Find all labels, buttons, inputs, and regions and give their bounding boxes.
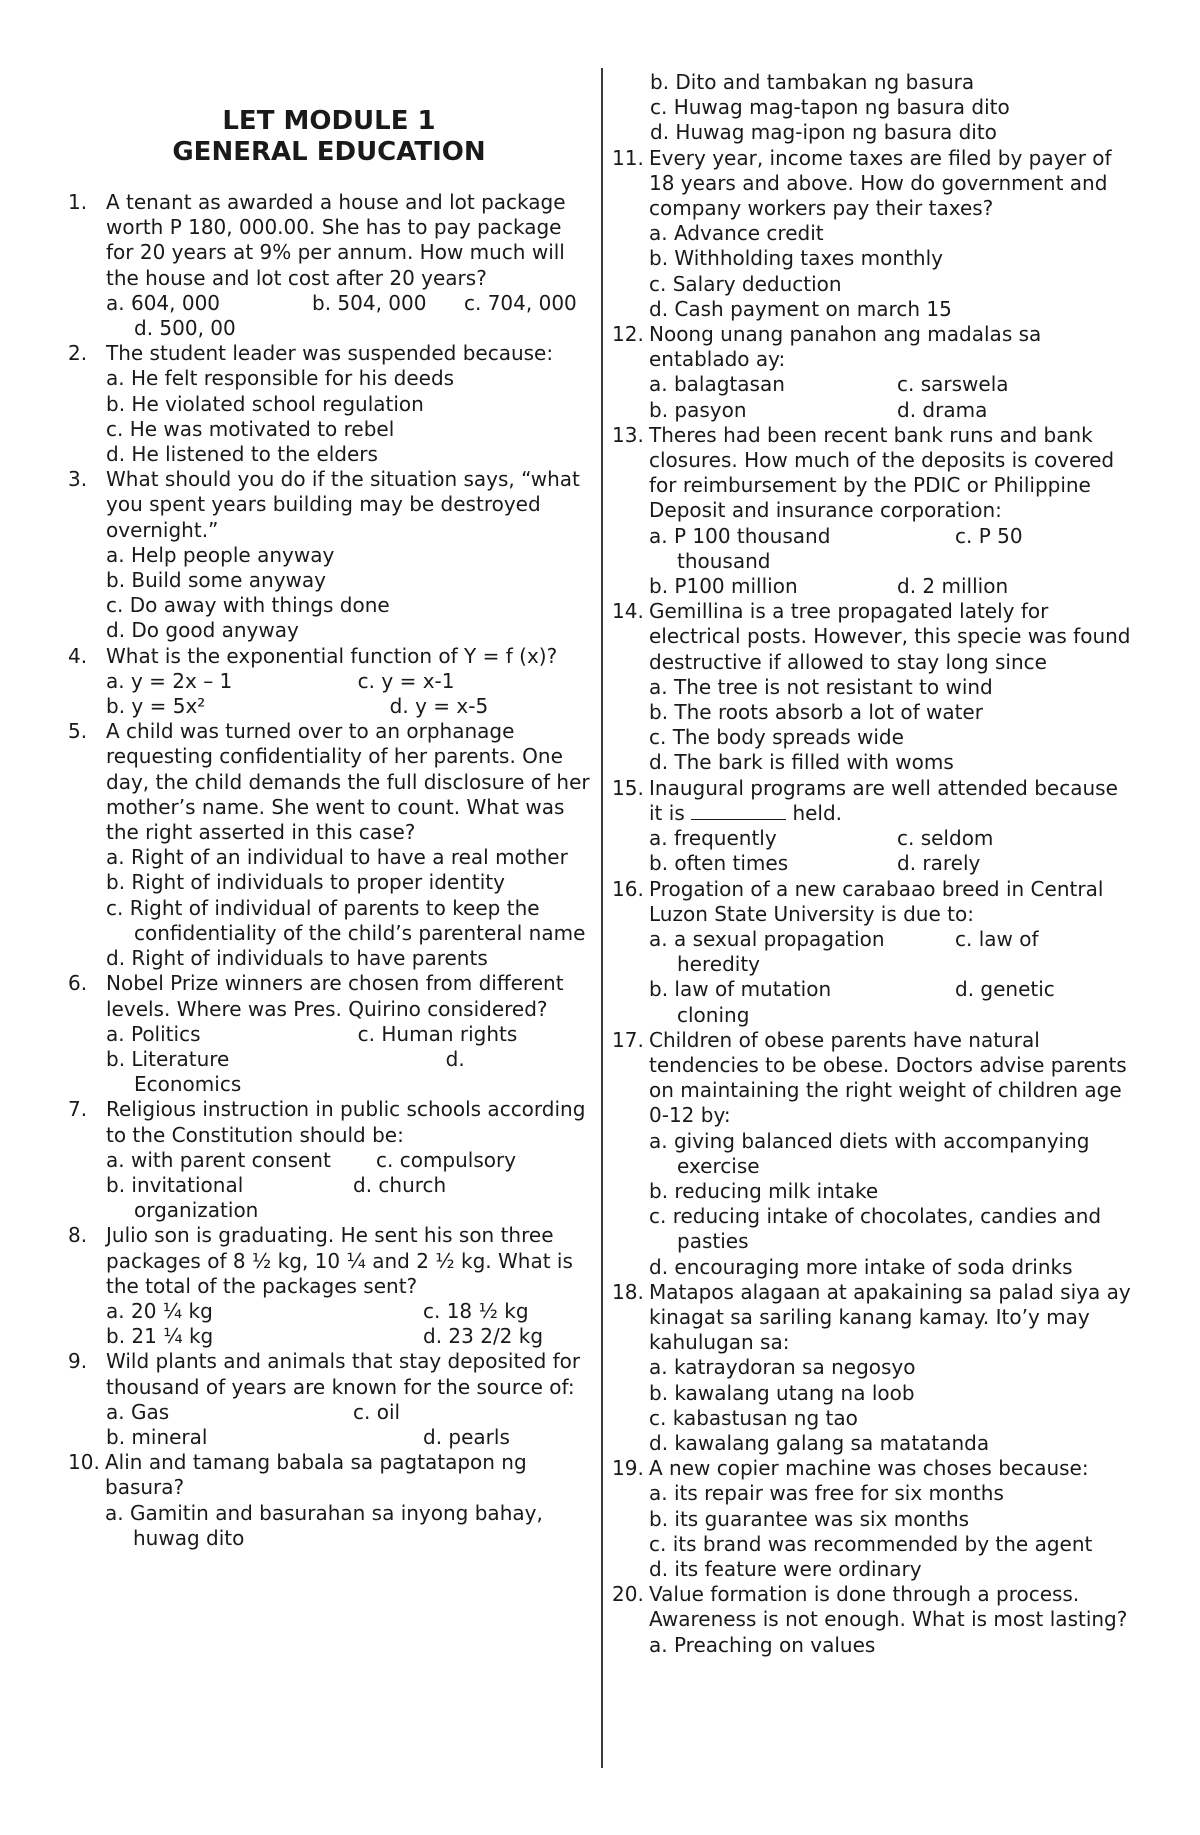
question-text: A child was turned over to an orphanage requesting confidentiality of her parents. One day, the child demands the full disclosure of her mother’s name. She went to count. What was the right asserted in this case? [106,719,590,845]
option-b: b. y = 5x² [106,694,206,719]
option-a: a. Politics [106,1021,201,1046]
question-6 [68,971,590,1097]
question-number: 4. [68,643,88,668]
option-d: d. kawalang galang sa matatanda [649,1430,990,1455]
option-d: d. Cash payment on march 15 [649,296,952,321]
option-d: d. The bark is filled with woms [649,750,954,775]
question-12 [612,322,1134,423]
option-d: d. 23 2/2 kg [423,1324,544,1349]
option-c: c. P 50 [955,523,1023,548]
question-text: Nobel Prize winners are chosen from different levels. Where was Pres. Quirino considered? [106,971,564,1021]
option-d: d. He listened to the elders [106,442,378,467]
option-d: d. Right of individuals to have parents [106,946,488,971]
question-number: 16. [612,876,644,901]
option-d: Economics [134,1072,242,1097]
question-5 [68,719,590,971]
question-15 [612,776,1134,877]
option-c: c. 18 ½ kg [423,1298,529,1323]
question-text: Gemillina is a tree propagated lately for electrical posts. However, this specie was found destructive if allowed to stay long since [649,599,1131,674]
question-number: 12. [612,322,644,347]
option-b: b. Literature [106,1046,230,1071]
option-a: a. Gamitin and basurahan sa inyong bahay, huwag dito [105,1500,543,1550]
option-d-label: d. [445,1046,465,1071]
option-b: b. 21 ¼ kg [106,1324,214,1349]
option-c: c. kabastusan ng tao [649,1405,858,1430]
question-10-continued [612,70,1134,146]
option-c: c. The body spreads wide [649,725,904,750]
option-c: c. oil [353,1399,401,1424]
question-1 [68,190,590,341]
option-b: b. law of mutation [649,977,832,1002]
question-text: Julio son is graduating. He sent his son three packages of 8 ½ kg, 10 ¼ and 2 ½ kg. What is the total of the packages sent? [106,1223,573,1298]
question-4 [68,644,590,720]
option-a: a. Gas [106,1399,170,1424]
question-7 [68,1097,590,1223]
title-line-2: GENERAL EDUCATION [172,137,486,167]
option-a: a. Right of an individual to have a real mother [106,845,568,870]
option-d-prefix: d. church [353,1172,447,1197]
option-c: c. its brand was recommended by the agent [649,1531,1093,1556]
option-a-wrap: thousand [677,548,771,573]
option-c: c. Human rights [357,1021,518,1046]
question-text: Matapos alagaan at apakaining sa palad siya ay kinagat sa sariling kanang kamay. Ito’y may kahulugan sa: [649,1279,1131,1355]
option-b: b. mineral [106,1424,208,1449]
option-d: d. Huwag mag-ipon ng basura dito [650,120,997,145]
option-d: d. rarely [897,851,981,876]
question-9 [68,1349,590,1450]
option-b: b. Build some anyway [106,568,326,593]
option-d: d. its feature were ordinary [649,1556,922,1581]
option-c: c. He was motivated to rebel [106,416,395,441]
question-number: 11. [612,145,644,170]
option-a: a. The tree is not resistant to wind [649,674,993,699]
option-b: b. Dito and tambakan ng basura [650,70,975,94]
option-b: b. kawalang utang na loob [649,1380,915,1405]
question-text: Theres had been recent bank runs and bank closures. How much of the deposits is covered for reimbursement by the PDIC or Philippine Deposit and insurance corporation: [649,422,1115,523]
right-column [612,70,1134,1658]
option-d: d. drama [897,397,988,422]
option-c: c. y = x-1 [357,668,455,693]
question-number: 13. [612,422,644,447]
question-number: 15. [612,775,644,800]
question-text: Alin and tamang babala sa pagtatapon ng basura? [105,1450,527,1500]
option-c: c. Huwag mag-tapon ng basura dito [650,95,1010,120]
question-text: Children of obese parents have natural tendencies to be obese. Doctors advise parents on maintaining the right weight of children age 0-12 by: [649,1027,1127,1128]
option-d: d. encouraging more intake of soda drinks [649,1254,1073,1279]
option-d: d. y = x-5 [389,694,489,719]
question-number: 6. [68,971,88,996]
document-title [68,106,590,168]
option-a: a. with parent consent [106,1147,331,1172]
question-8 [68,1223,590,1349]
option-d-wrap: cloning [677,1002,750,1027]
left-column [68,70,590,1551]
question-text: Wild plants and animals that stay deposited for thousand of years are known for the source of: [106,1349,581,1399]
option-a: a. He felt responsible for his deeds [106,366,455,391]
question-14 [612,599,1134,775]
option-a: a. P 100 thousand [649,523,831,548]
question-number: 8. [68,1223,88,1248]
option-a: a. its repair was free for six months [649,1481,1004,1506]
option-a: a. balagtasan [649,372,785,397]
question-number: 2. [68,341,88,366]
option-a: a. 604, 000 [106,290,221,315]
option-b: b. Withholding taxes monthly [649,246,943,271]
option-c-wrap: heredity [677,952,760,977]
option-b: b. often times [649,851,789,876]
option-d: d. 500, 00 [134,316,236,341]
question-18 [612,1280,1134,1456]
question-text: Noong unang panahon ang madalas sa entablado ay: [649,322,1042,372]
option-b: b. Right of individuals to proper identity [106,870,505,895]
option-b: b. He violated school regulation [106,391,424,416]
option-b: b. 504, 000 [312,290,427,315]
option-d: d. genetic [955,977,1055,1002]
question-text: Religious instruction in public schools according to the Constitution should be: [106,1097,586,1147]
question-17 [612,1028,1134,1280]
question-text: A new copier machine was choses because: [649,1456,1089,1481]
question-text: Progation of a new carabaao breed in Central Luzon State University is due to: [649,876,1104,926]
question-number: 17. [612,1027,644,1052]
option-d: d. pearls [423,1424,510,1449]
option-a: a. Preaching on values [649,1632,876,1657]
option-c: c. compulsory [376,1147,517,1172]
question-16 [612,877,1134,1028]
question-number: 3. [68,467,88,492]
question-2 [68,341,590,467]
option-c: c. seldom [897,826,994,851]
question-11 [612,146,1134,322]
option-b: b. its guarantee was six months [649,1506,970,1531]
option-c: c. sarswela [897,372,1009,397]
question-text: What is the exponential function of Y = f (x)? [106,643,558,668]
option-b: b. reducing milk intake [649,1178,879,1203]
option-c: c. 704, 000 [464,290,577,315]
option-a: a. a sexual propagation [649,926,885,951]
question-number: 10. [68,1450,100,1475]
question-19 [612,1456,1134,1582]
question-number: 7. [68,1097,88,1122]
option-d: d. Do good anyway [106,618,299,643]
question-number: 14. [612,599,644,624]
question-text: Inaugural programs are well attended because it is held. [649,775,1118,825]
question-10 [68,1450,590,1551]
question-number: 20. [612,1582,644,1607]
option-d: organization [134,1198,259,1223]
option-b: b. pasyon [649,397,747,422]
question-number: 5. [68,719,88,744]
option-c: c. Right of individual of parents to keep the confidentiality of the child’s parenteral name [106,895,586,945]
option-a: a. Advance credit [649,221,824,246]
question-13 [612,423,1134,599]
option-a: a. y = 2x – 1 [106,668,233,693]
option-a: a. Help people anyway [106,542,335,567]
question-number: 9. [68,1349,88,1374]
question-20 [612,1582,1134,1658]
question-text: Value formation is done through a process. Awareness is not enough. What is most lasting? [649,1582,1128,1632]
option-c: c. reducing intake of chocolates, candies and pasties [649,1204,1102,1254]
question-number: 19. [612,1456,644,1481]
option-d: d. 2 million [897,574,1009,599]
option-c: c. law of [955,926,1039,951]
title-line-1: LET MODULE 1 [222,106,436,136]
question-text: Every year, income taxes are filed by payer of 18 years and above. How do government and company workers pay their taxes? [649,145,1112,221]
option-a: a. 20 ¼ kg [106,1298,213,1323]
option-a: a. giving balanced diets with accompanying exercise [649,1128,1090,1178]
question-text: The student leader was suspended because: [106,341,554,366]
answer-blank [691,801,786,820]
option-a: a. frequently [649,826,777,851]
question-number: 1. [68,190,88,214]
question-text: What should you do if the situation says, “what you spent years building may be destroyed overnight.” [106,467,580,542]
column-divider [601,68,603,1768]
option-b: b. P100 million [649,574,798,599]
option-a: a. katraydoran sa negosyo [649,1355,916,1380]
option-b: b. invitational [106,1172,244,1197]
option-b: b. The roots absorb a lot of water [649,700,983,725]
option-c: c. Do away with things done [106,593,390,618]
question-text: A tenant as awarded a house and lot package worth P 180, 000.00. She has to pay package for 20 years at 9% per annum. How much will the house and lot cost after 20 years? [106,190,566,290]
question-number: 18. [612,1279,644,1304]
option-c: c. Salary deduction [649,271,842,296]
question-3 [68,467,590,643]
